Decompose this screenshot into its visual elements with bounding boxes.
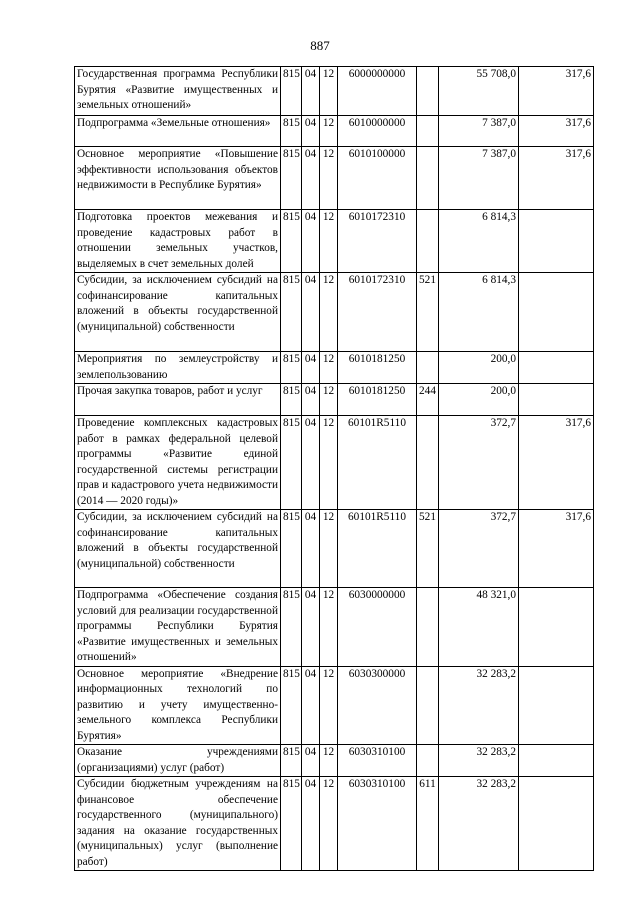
expense-type-code	[417, 116, 439, 147]
ministry-code: 815	[281, 588, 302, 667]
ministry-code: 815	[281, 510, 302, 588]
expense-type-code: 521	[417, 510, 439, 588]
target-article-code: 60101R5110	[338, 510, 417, 588]
section-code: 04	[302, 745, 320, 777]
subsection-code: 12	[320, 666, 338, 745]
section-code: 04	[302, 416, 320, 510]
ministry-code: 815	[281, 416, 302, 510]
amount-federal	[519, 745, 594, 777]
expense-type-code	[417, 416, 439, 510]
table-row	[75, 588, 594, 667]
row-name: Субсидии, за исключением субсидий на софинансирование капитальных вложений в объекты государственной (муниципальной) собственности	[75, 510, 281, 588]
subsection-code: 12	[320, 384, 338, 416]
row-name: Основное мероприятие «Внедрение информационных технологий по развитию и учету имущественно-земельного комплекса Республики Бурятия»	[75, 666, 281, 745]
table-row	[75, 147, 594, 210]
expense-type-code	[417, 352, 439, 384]
table-row	[75, 416, 594, 510]
expense-type-code	[417, 666, 439, 745]
row-name: Государственная программа Республики Бурятия «Развитие имущественных и земельных отношений»	[75, 67, 281, 116]
subsection-code: 12	[320, 147, 338, 210]
amount-federal: 317,6	[519, 510, 594, 588]
subsection-code: 12	[320, 416, 338, 510]
amount-federal	[519, 588, 594, 667]
amount-federal	[519, 777, 594, 871]
section-code: 04	[302, 777, 320, 871]
row-name: Мероприятия по землеустройству и землепользованию	[75, 352, 281, 384]
expense-type-code	[417, 147, 439, 210]
section-code: 04	[302, 147, 320, 210]
amount-main: 55 708,0	[439, 67, 519, 116]
section-code: 04	[302, 588, 320, 667]
ministry-code: 815	[281, 67, 302, 116]
row-name: Подготовка проектов межевания и проведение кадастровых работ в отношении земельных участков, выделяемых в счет земельных долей	[75, 210, 281, 273]
target-article-code: 6010000000	[338, 116, 417, 147]
amount-federal: 317,6	[519, 147, 594, 210]
ministry-code: 815	[281, 116, 302, 147]
target-article-code: 6030310100	[338, 745, 417, 777]
row-name: Подпрограмма «Земельные отношения»	[75, 116, 281, 147]
amount-main: 32 283,2	[439, 666, 519, 745]
expense-type-code	[417, 210, 439, 273]
subsection-code: 12	[320, 510, 338, 588]
amount-main: 32 283,2	[439, 777, 519, 871]
section-code: 04	[302, 510, 320, 588]
amount-main: 7 387,0	[439, 147, 519, 210]
expense-type-code	[417, 67, 439, 116]
table-row	[75, 510, 594, 588]
table-row	[75, 777, 594, 871]
table-row	[75, 116, 594, 147]
amount-main: 7 387,0	[439, 116, 519, 147]
ministry-code: 815	[281, 666, 302, 745]
target-article-code: 6010100000	[338, 147, 417, 210]
subsection-code: 12	[320, 777, 338, 871]
row-name: Оказание учреждениями (организациями) услуг (работ)	[75, 745, 281, 777]
amount-main: 200,0	[439, 352, 519, 384]
amount-main: 6 814,3	[439, 210, 519, 273]
amount-federal: 317,6	[519, 67, 594, 116]
page-number: 887	[310, 38, 330, 53]
subsection-code: 12	[320, 116, 338, 147]
target-article-code: 6000000000	[338, 67, 417, 116]
row-name: Подпрограмма «Обеспечение создания условий для реализации государственной программы Республики Бурятия «Развитие имущественных и земельных отношений»	[75, 588, 281, 667]
table-row	[75, 384, 594, 416]
ministry-code: 815	[281, 210, 302, 273]
row-name: Субсидии, за исключением субсидий на софинансирование капитальных вложений в объекты государственной (муниципальной) собственности	[75, 273, 281, 352]
target-article-code: 6030000000	[338, 588, 417, 667]
row-name: Субсидии бюджетным учреждениям на финансовое обеспечение государственного (муниципального) задания на оказание государственных (муниципальных) услуг (выполнение работ)	[75, 777, 281, 871]
target-article-code: 6010172310	[338, 210, 417, 273]
amount-federal	[519, 384, 594, 416]
target-article-code: 6010181250	[338, 384, 417, 416]
expense-type-code	[417, 745, 439, 777]
section-code: 04	[302, 352, 320, 384]
expense-type-code: 521	[417, 273, 439, 352]
section-code: 04	[302, 67, 320, 116]
target-article-code: 6010181250	[338, 352, 417, 384]
ministry-code: 815	[281, 273, 302, 352]
row-name: Проведение комплексных кадастровых работ в рамках федеральной целевой программы «Развитие единой государственной системы регистрации прав и кадастрового учета недвижимости (2014 — 2020 годы)»	[75, 416, 281, 510]
section-code: 04	[302, 273, 320, 352]
ministry-code: 815	[281, 777, 302, 871]
target-article-code: 6030300000	[338, 666, 417, 745]
amount-federal	[519, 273, 594, 352]
section-code: 04	[302, 116, 320, 147]
row-name: Прочая закупка товаров, работ и услуг	[75, 384, 281, 416]
subsection-code: 12	[320, 588, 338, 667]
table-row	[75, 352, 594, 384]
expense-type-code: 244	[417, 384, 439, 416]
section-code: 04	[302, 210, 320, 273]
ministry-code: 815	[281, 147, 302, 210]
ministry-code: 815	[281, 384, 302, 416]
amount-main: 200,0	[439, 384, 519, 416]
expense-type-code	[417, 588, 439, 667]
table-row	[75, 666, 594, 745]
amount-federal	[519, 666, 594, 745]
target-article-code: 6030310100	[338, 777, 417, 871]
subsection-code: 12	[320, 210, 338, 273]
target-article-code: 6010172310	[338, 273, 417, 352]
amount-federal: 317,6	[519, 416, 594, 510]
budget-table	[74, 66, 594, 871]
subsection-code: 12	[320, 273, 338, 352]
amount-main: 372,7	[439, 510, 519, 588]
amount-federal: 317,6	[519, 116, 594, 147]
section-code: 04	[302, 384, 320, 416]
table-row	[75, 745, 594, 777]
subsection-code: 12	[320, 67, 338, 116]
ministry-code: 815	[281, 352, 302, 384]
subsection-code: 12	[320, 352, 338, 384]
amount-main: 372,7	[439, 416, 519, 510]
table-row	[75, 210, 594, 273]
amount-main: 48 321,0	[439, 588, 519, 667]
amount-federal	[519, 210, 594, 273]
table-row	[75, 67, 594, 116]
amount-main: 32 283,2	[439, 745, 519, 777]
table-row	[75, 273, 594, 352]
section-code: 04	[302, 666, 320, 745]
expense-type-code: 611	[417, 777, 439, 871]
amount-federal	[519, 352, 594, 384]
amount-main: 6 814,3	[439, 273, 519, 352]
budget-table-body	[75, 67, 594, 871]
row-name: Основное мероприятие «Повышение эффективности использования объектов недвижимости в Республике Бурятия»	[75, 147, 281, 210]
subsection-code: 12	[320, 745, 338, 777]
target-article-code: 60101R5110	[338, 416, 417, 510]
ministry-code: 815	[281, 745, 302, 777]
